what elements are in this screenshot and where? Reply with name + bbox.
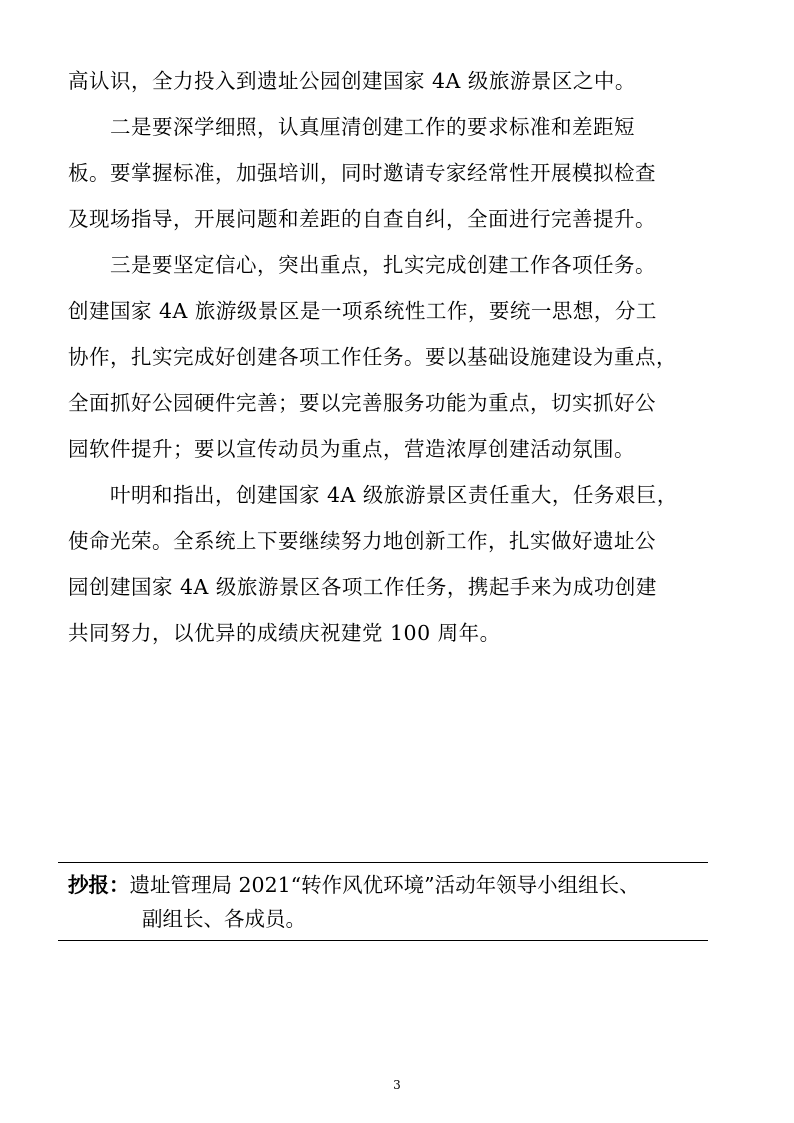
cc-label: 抄报： (68, 873, 130, 897)
body-line: 园软件提升；要以宣传动员为重点，营造浓厚创建活动氛围。 (68, 437, 635, 461)
body-text (68, 58, 728, 656)
body-line: 高认识，全力投入到遗址公园创建国家 4A 级旅游景区之中。 (68, 69, 636, 93)
page-number: 3 (393, 1078, 401, 1092)
body-line: 园创建国家 4A 级旅游景区各项工作任务，携起手来为成功创建 (68, 575, 657, 599)
body-line: 协作，扎实完成好创建各项工作任务。要以基础设施建设为重点， (68, 345, 677, 369)
body-line: 三是要坚定信心，突出重点，扎实完成创建工作各项任务。 (110, 253, 656, 277)
body-line: 及现场指导，开展问题和差距的自查自纠，全面进行完善提升。 (68, 207, 656, 231)
body-line: 共同努力，以优异的成绩庆祝建党 100 周年。 (68, 621, 501, 645)
cc-recipients-line1: 遗址管理局 2021“转作风优环境”活动年领导小组组长、 (129, 873, 640, 897)
body-line: 叶明和指出，创建国家 4A 级旅游景区责任重大，任务艰巨， (110, 483, 678, 507)
body-line: 板。要掌握标准，加强培训，同时邀请专家经常性开展模拟检查 (68, 161, 656, 185)
body-line: 使命光荣。全系统上下要继续努力地创新工作，扎实做好遗址公 (68, 529, 656, 553)
cc-top-divider (58, 862, 708, 863)
body-line: 创建国家 4A 旅游级景区是一项系统性工作，要统一思想，分工 (68, 299, 657, 323)
body-line: 全面抓好公园硬件完善；要以完善服务功能为重点，切实抓好公 (68, 391, 656, 415)
body-line: 二是要深学细照，认真厘清创建工作的要求标准和差距短 (110, 115, 635, 139)
cc-recipients-line2: 副组长、各成员。 (142, 907, 306, 931)
cc-bottom-divider (58, 940, 708, 941)
cc-first-line (68, 868, 718, 902)
cc-block (68, 868, 718, 936)
